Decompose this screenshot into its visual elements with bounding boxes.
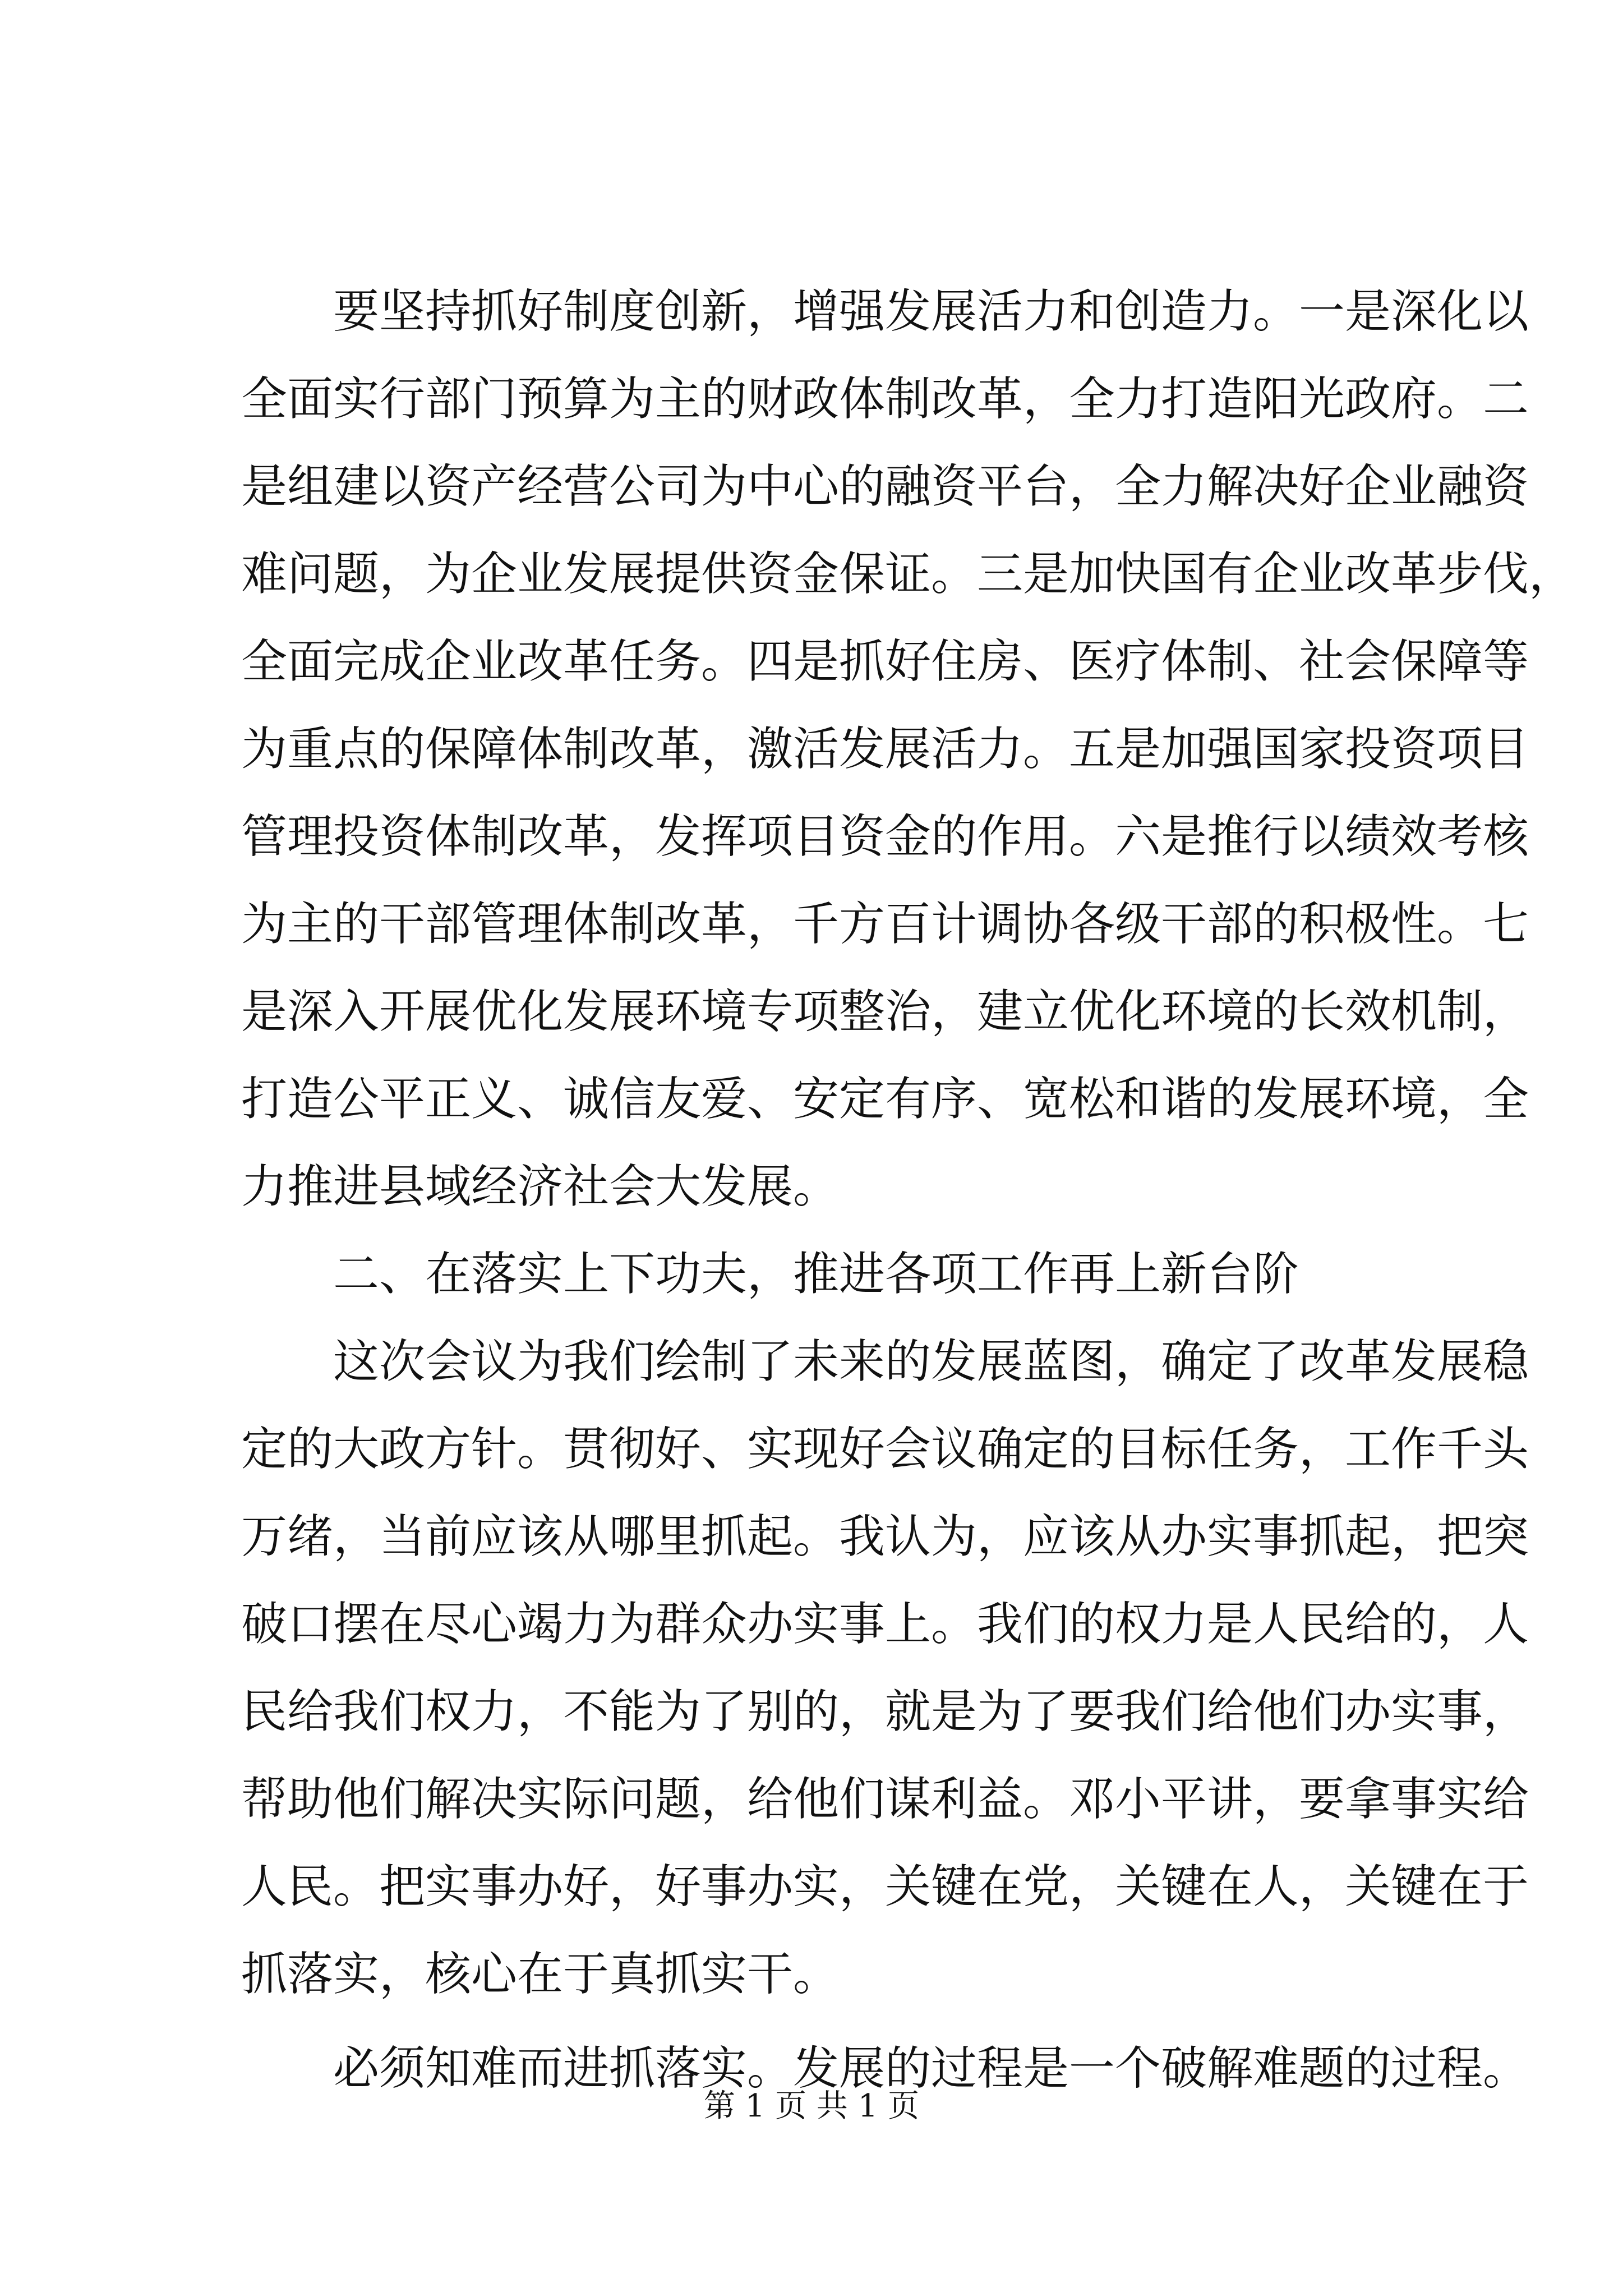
- paragraph-implementation: [241, 1318, 1529, 2018]
- paragraph-reform: [241, 268, 1575, 1231]
- text-line: 民给我们权力，不能为了别的，就是为了要我们给他们办实事，: [241, 1685, 1529, 1738]
- page-number-label: 第 1 页 共 1 页: [703, 2088, 920, 2124]
- text-line: 人民。把实事办好，好事办实，关键在党，关键在人，关键在于: [241, 1860, 1529, 1913]
- paragraph-spacing: [241, 2018, 1424, 2025]
- text-line: 帮助他们解决实际问题，给他们谋利益。邓小平讲，要拿事实给: [241, 1773, 1529, 1826]
- text-line: 全面实行部门预算为主的财政体制改革，全力打造阳光政府。二: [241, 372, 1529, 426]
- text-line: 必须知难而进抓落实。发展的过程是一个破解难题的过程。: [333, 2042, 1529, 2095]
- text-line: 是深入开展优化发展环境专项整治，建立优化环境的长效机制，: [241, 985, 1529, 1038]
- text-line: 破口摆在尽心竭力为群众办实事上。我们的权力是人民给的，人: [241, 1598, 1529, 1651]
- text-line: 管理投资体制改革，发挥项目资金的作用。六是推行以绩效考核: [241, 810, 1529, 863]
- text-line: 为重点的保障体制改革，激活发展活力。五是加强国家投资项目: [241, 723, 1529, 776]
- text-line: 全面完成企业改革任务。四是抓好住房、医疗体制、社会保障等: [241, 635, 1529, 688]
- text-line: 是组建以资产经营公司为中心的融资平台，全力解决好企业融资: [241, 460, 1529, 513]
- text-line: 难问题，为企业发展提供资金保证。三是加快国有企业改革步伐，: [241, 547, 1575, 601]
- text-line: 为主的干部管理体制改革，千方百计调协各级干部的积极性。七: [241, 898, 1529, 951]
- text-line: 打造公平正义、诚信友爱、安定有序、宽松和谐的发展环境，全: [241, 1073, 1529, 1126]
- text-line: 力推进县域经济社会大发展。: [241, 1160, 840, 1213]
- text-line: 要坚持抓好制度创新，增强发展活力和创造力。一是深化以: [333, 285, 1529, 338]
- page-footer: [0, 2081, 1623, 2126]
- text-line: 这次会议为我们绘制了未来的发展蓝图，确定了改革发展稳: [333, 1335, 1529, 1388]
- text-line: 定的大政方针。贯彻好、实现好会议确定的目标任务，工作千头: [241, 1423, 1529, 1476]
- section-heading: 二、在落实上下功夫，推进各项工作再上新台阶: [333, 1248, 1299, 1301]
- text-line: 抓落实，核心在于真抓实干。: [241, 1948, 840, 2001]
- document-body: [241, 268, 1575, 2113]
- text-line: 万绪，当前应该从哪里抓起。我认为，应该从办实事抓起，把突: [241, 1510, 1529, 1563]
